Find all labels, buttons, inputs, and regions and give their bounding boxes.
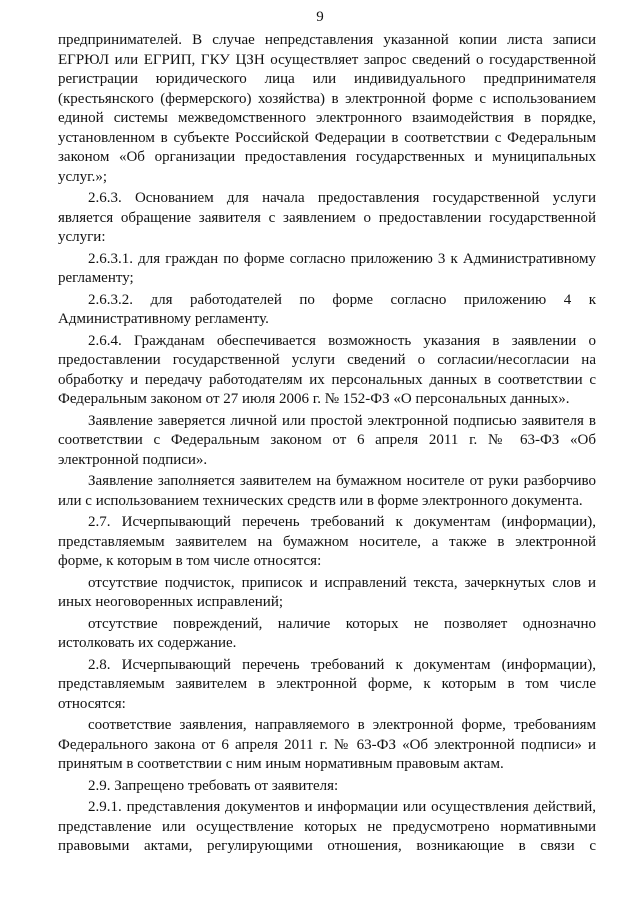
text-line: регламенту; <box>58 270 134 286</box>
text-line: представление или осуществление которых не предусмотрено нормативными <box>58 818 596 835</box>
text-line: обработку и передачу работодателям их персональных данных в соответствии с <box>58 371 596 388</box>
text-line: 2.7. Исчерпывающий перечень требований к документам (информации), <box>88 514 596 530</box>
text-line: 2.6.4. Гражданам обеспечивается возможность указания в заявлении о <box>88 332 596 349</box>
paragraph <box>58 615 596 654</box>
paragraph <box>58 798 596 857</box>
text-line: Административному регламенту. <box>58 311 269 327</box>
text-line: 2.6.3.2. для работодателей по форме согласно приложению 4 к <box>88 291 596 308</box>
paragraph <box>58 716 596 775</box>
paragraph <box>58 31 596 187</box>
text-line: принятым в соответствии с ним иным нормативным правовым актам. <box>58 756 504 772</box>
paragraph <box>58 777 596 797</box>
text-line: отсутствие подчисток, приписок и исправлений текста, зачеркнутых слов и <box>88 574 596 591</box>
text-line: Федеральным законом от 27 июля 2006 г. № 152-ФЗ «О персональных данных». <box>58 391 570 407</box>
text-line: законом «Об организации предоставления государственных и муниципальных <box>58 149 596 165</box>
paragraph <box>58 513 596 572</box>
text-line: ЕГРЮЛ или ЕГРИП, ГКУ ЦЗН осуществляет запрос сведений о государственной <box>58 51 596 68</box>
text-line: Заявление заполняется заявителем на бумажном носителе от руки разборчиво <box>88 473 596 489</box>
text-line: предпринимателей. В случае непредставления указанной копии листа записи <box>58 32 596 48</box>
paragraph <box>58 574 596 613</box>
text-line: регистрации юридического лица или индивидуального предпринимателя <box>58 71 596 87</box>
page-number: 9 <box>316 9 324 25</box>
text-line: представляемым заявителем в электронной форме, к которым в том числе <box>58 676 596 692</box>
paragraph <box>58 656 596 715</box>
text-line: 2.8. Исчерпывающий перечень требований к документам (информации), <box>88 656 596 673</box>
paragraph <box>58 332 596 410</box>
paragraph <box>58 291 596 330</box>
text-line: услуги: <box>58 229 106 245</box>
text-line: 2.9.1. представления документов и информации или осуществления действий, <box>88 799 596 815</box>
paragraph <box>58 189 596 248</box>
text-line: соответствии с Федеральным законом от 6 апреля 2011 г. № 63-ФЗ «Об <box>58 432 596 448</box>
text-line: форме, к которым в том числе относятся: <box>58 553 322 569</box>
text-line: установленном в субъекте Российской Федерации в соответствии с Федеральным <box>58 129 596 146</box>
text-line: 2.9. Запрещено требовать от заявителя: <box>88 777 339 794</box>
text-line: правовыми актами, регулирующими отношения, возникающие в связи с <box>58 838 596 854</box>
text-line: отсутствие повреждений, наличие которых не позволяет однозначно <box>88 615 596 632</box>
text-line: является обращение заявителя с заявлением о предоставлении государственной <box>58 209 596 226</box>
paragraph <box>58 412 596 471</box>
text-line: 2.6.3. Основанием для начала предоставления государственной услуги <box>88 190 596 206</box>
text-line: представляемым заявителем на бумажном носителе, а также в электронной <box>58 533 596 550</box>
text-line: соответствие заявления, направляемого в электронной форме, требованиям <box>88 717 596 733</box>
text-line: услуг.»; <box>58 168 108 185</box>
text-line: иных неоговоренных исправлений; <box>58 594 284 610</box>
text-line: или с использованием технических средств или в форме электронного документа. <box>58 492 583 509</box>
text-line: 2.6.3.1. для граждан по форме согласно приложению 3 к Административному <box>88 250 596 267</box>
text-line: истолковать их содержание. <box>58 635 237 651</box>
text-line: электронной подписи». <box>58 451 208 468</box>
text-line: Федерального закона от 6 апреля 2011 г. № 63-ФЗ «Об электронной подписи» и <box>58 736 596 753</box>
paragraph <box>58 472 596 511</box>
text-line: предоставлении государственной услуги сведений о согласии/несогласии на <box>58 352 596 368</box>
document-body <box>58 31 596 859</box>
text-line: Заявление заверяется личной или простой электронной подписью заявителя в <box>88 412 596 429</box>
text-line: относятся: <box>58 695 126 712</box>
paragraph <box>58 250 596 289</box>
text-line: единой системы межведомственного электронного взаимодействия в порядке, <box>58 110 596 126</box>
text-line: (крестьянского (фермерского) хозяйства) в электронной форме с использованием <box>58 90 596 107</box>
